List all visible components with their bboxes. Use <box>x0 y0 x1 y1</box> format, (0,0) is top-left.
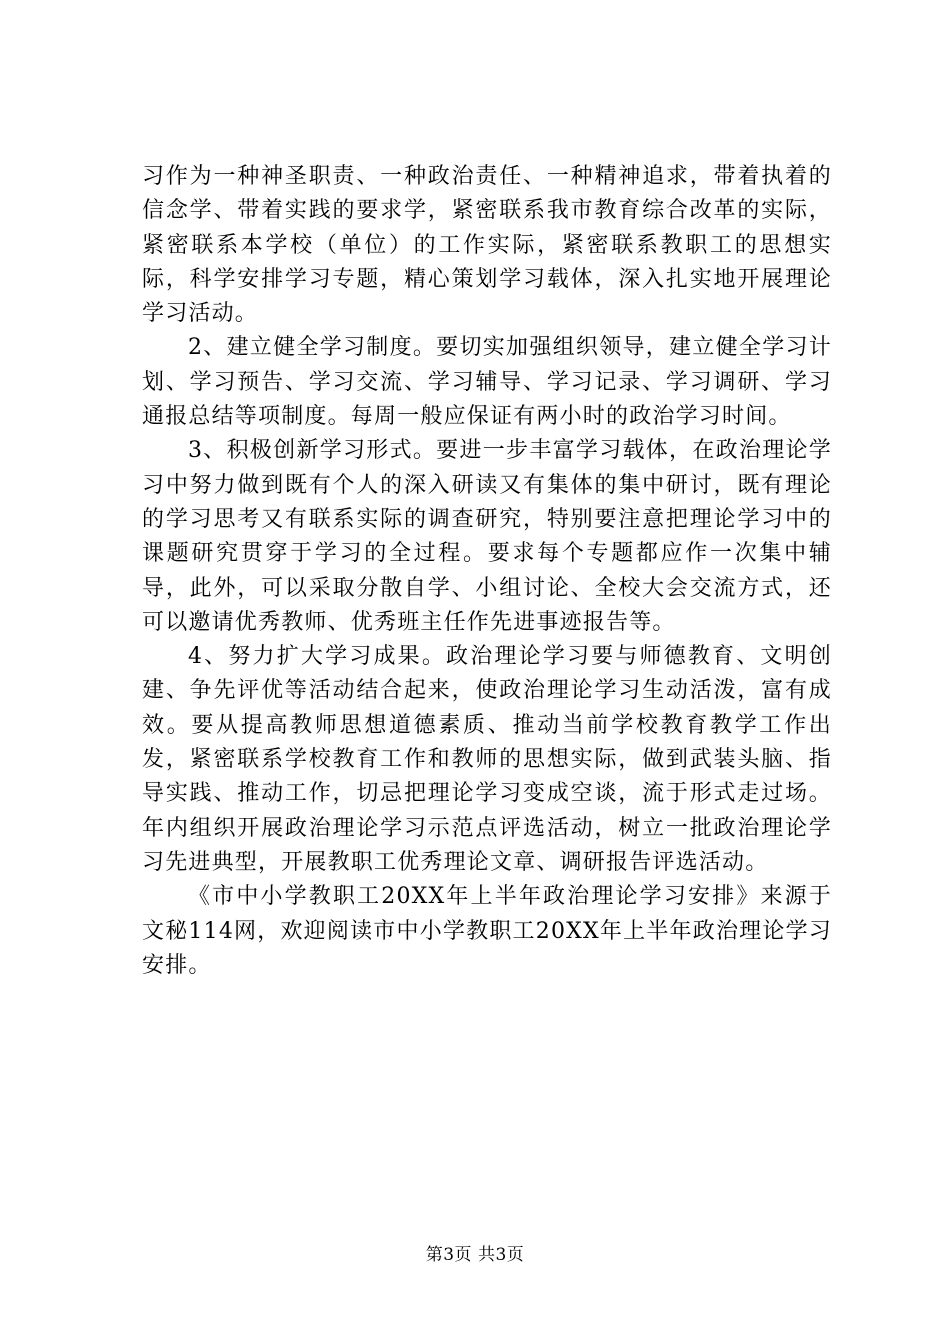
page-footer: 第3页 共3页 <box>425 1245 525 1265</box>
paragraph-study-results: 4、努力扩大学习成果。政治理论学习要与师德教育、文明创建、争先评优等活动结合起来，使政治理论学习生动活泼，富有成效。要从提高教师思想道德素质、推动当前学校教育教学工作出发，紧密联系学校教育工作和教师的思想实际，做到武装头脑、指导实践、推动工作，切忌把理论学习变成空谈，流于形式走过场。年内组织开展政治理论学习示范点评选活动，树立一批政治理论学习先进典型，开展教职工优秀理论文章、调研报告评选活动。 <box>142 644 832 875</box>
paragraph-study-format: 3、积极创新学习形式。要进一步丰富学习载体，在政治理论学习中努力做到既有个人的深入研读又有集体的集中研讨，既有理论的学习思考又有联系实际的调查研究，特别要注意把理论学习中的课题研究贯穿于学习的全过程。要求每个专题都应作一次集中辅导，此外，可以采取分散自学、小组讨论、全校大会交流方式，还可以邀请优秀教师、优秀班主任作先进事迹报告等。 <box>142 438 832 635</box>
paragraph-continuation: 习作为一种神圣职责、一种政治责任、一种精神追求，带着执着的信念学、带着实践的要求学，紧密联系我市教育综合改革的实际，紧密联系本学校（单位）的工作实际，紧密联系教职工的思想实际，科学安排学习专题，精心策划学习载体，深入扎实地开展理论学习活动。 <box>142 164 832 327</box>
paragraph-study-system: 2、建立健全学习制度。要切实加强组织领导，建立健全学习计划、学习预告、学习交流、学习辅导、学习记录、学习调研、学习通报总结等项制度。每周一般应保证有两小时的政治学习时间。 <box>142 335 832 430</box>
paragraph-source-note: 《市中小学教职工20XX年上半年政治理论学习安排》来源于文秘114网，欢迎阅读市中小学教职工20XX年上半年政治理论学习安排。 <box>142 884 832 978</box>
document-body <box>142 160 832 983</box>
